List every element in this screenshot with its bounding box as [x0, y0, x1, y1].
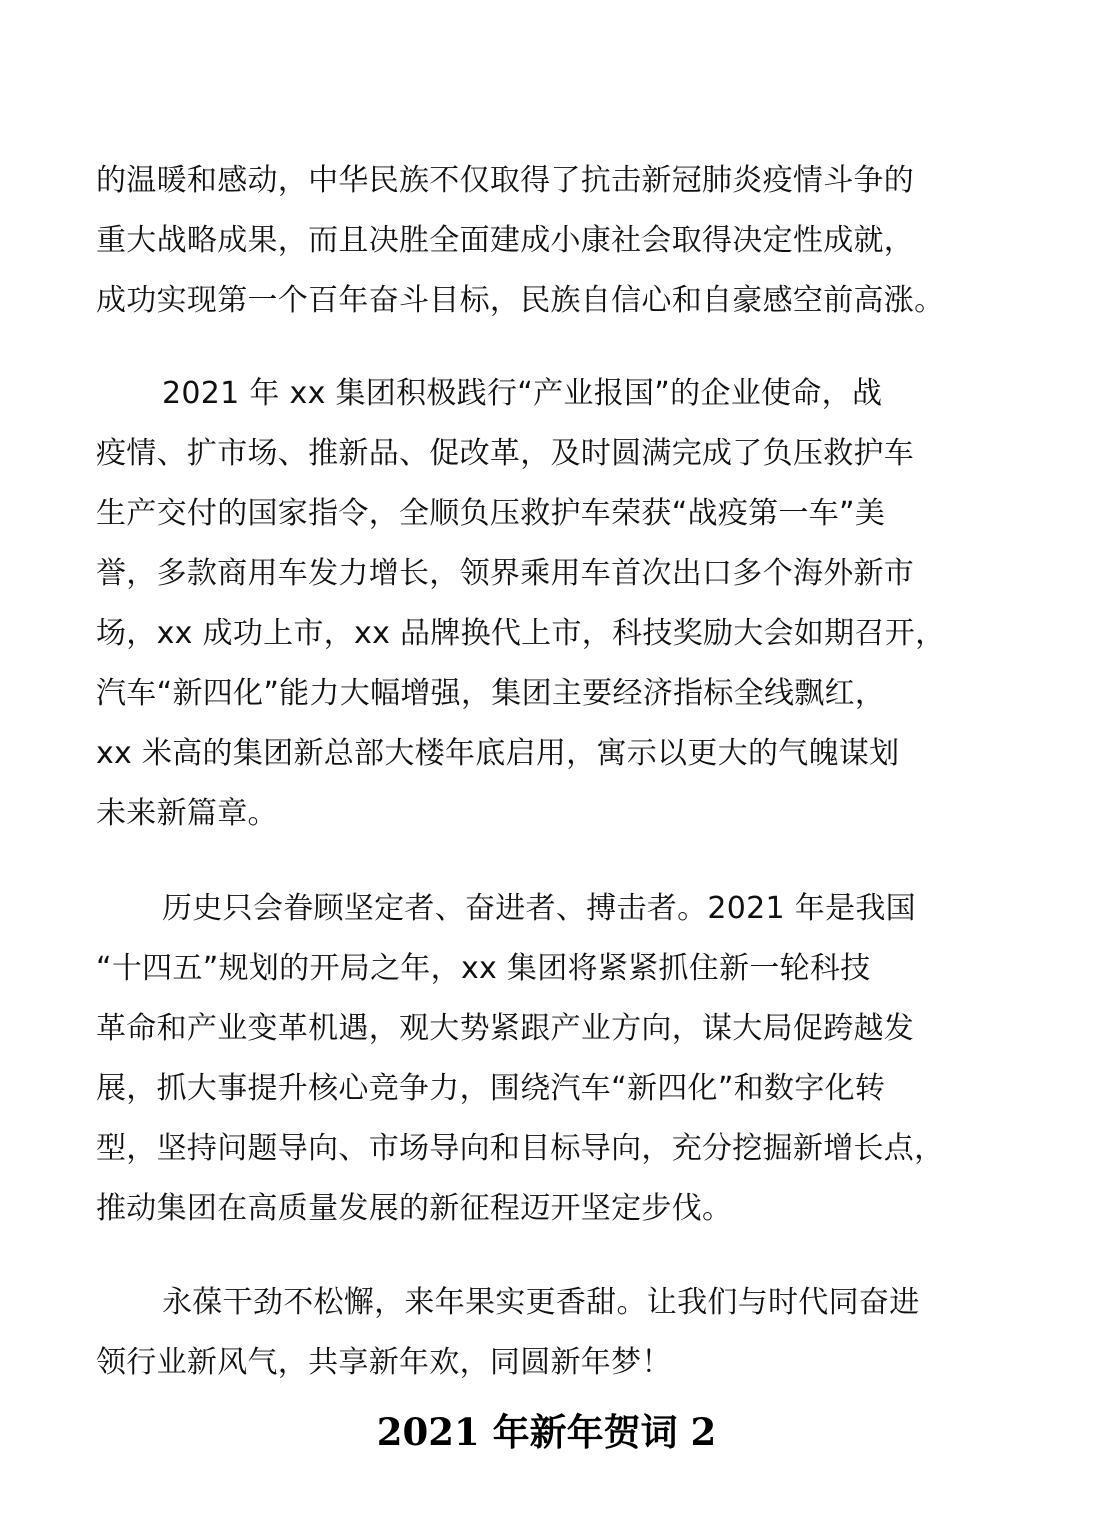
- text-line: 汽车“新四化”能力大幅增强，集团主要经济指标全线飘红，: [96, 676, 886, 711]
- text-line: 誉，多款商用车发力增长，领界乘用车首次出口多个海外新市: [96, 556, 915, 591]
- paragraph-1: [96, 151, 1036, 331]
- text-line: “十四五”规划的开局之年，xx 集团将紧紧抓住新一轮科技: [96, 951, 871, 986]
- text-line: xx 米高的集团新总部大楼年底启用，寓示以更大的气魄谋划: [96, 736, 900, 771]
- text-line: 重大战略成果，而且决胜全面建成小康社会取得决定性成就，: [96, 223, 915, 258]
- section-heading: 2021 年新年贺词 2: [376, 1410, 717, 1454]
- text-line: 展，抓大事提升核心竞争力，围绕汽车“新四化”和数字化转: [96, 1071, 886, 1106]
- paragraph-2: [96, 364, 1036, 844]
- text-line: 未来新篇章。: [96, 796, 278, 831]
- paragraph-4: [96, 1273, 1036, 1393]
- text-line: 领行业新风气，共享新年欢，同圆新年梦！: [96, 1345, 672, 1380]
- text-line: 推动集团在高质量发展的新征程迈开坚定步伐。: [96, 1191, 733, 1226]
- text-line: 生产交付的国家指令，全顺负压救护车荣获“战疫第一车”美: [96, 496, 886, 531]
- text-line: 型，坚持问题导向、市场导向和目标导向，充分挖掘新增长点，: [96, 1131, 945, 1166]
- text-line: 永葆干劲不松懈，来年果实更香甜。让我们与时代同奋进: [162, 1285, 920, 1320]
- paragraph-3: [96, 879, 1036, 1239]
- text-line: 历史只会眷顾坚定者、奋进者、搏击者。2021 年是我国: [162, 891, 916, 926]
- text-line: 场，xx 成功上市，xx 品牌换代上市，科技奖励大会如期召开，: [96, 616, 946, 651]
- text-line: 革命和产业变革机遇，观大势紧跟产业方向，谋大局促跨越发: [96, 1011, 915, 1046]
- text-line: 2021 年 xx 集团积极践行“产业报国”的企业使命，战: [162, 376, 883, 411]
- text-line: 成功实现第一个百年奋斗目标，民族自信心和自豪感空前高涨。: [96, 283, 945, 318]
- text-line: 疫情、扩市场、推新品、促改革，及时圆满完成了负压救护车: [96, 436, 915, 471]
- text-line: 的温暖和感动，中华民族不仅取得了抗击新冠肺炎疫情斗争的: [96, 163, 915, 198]
